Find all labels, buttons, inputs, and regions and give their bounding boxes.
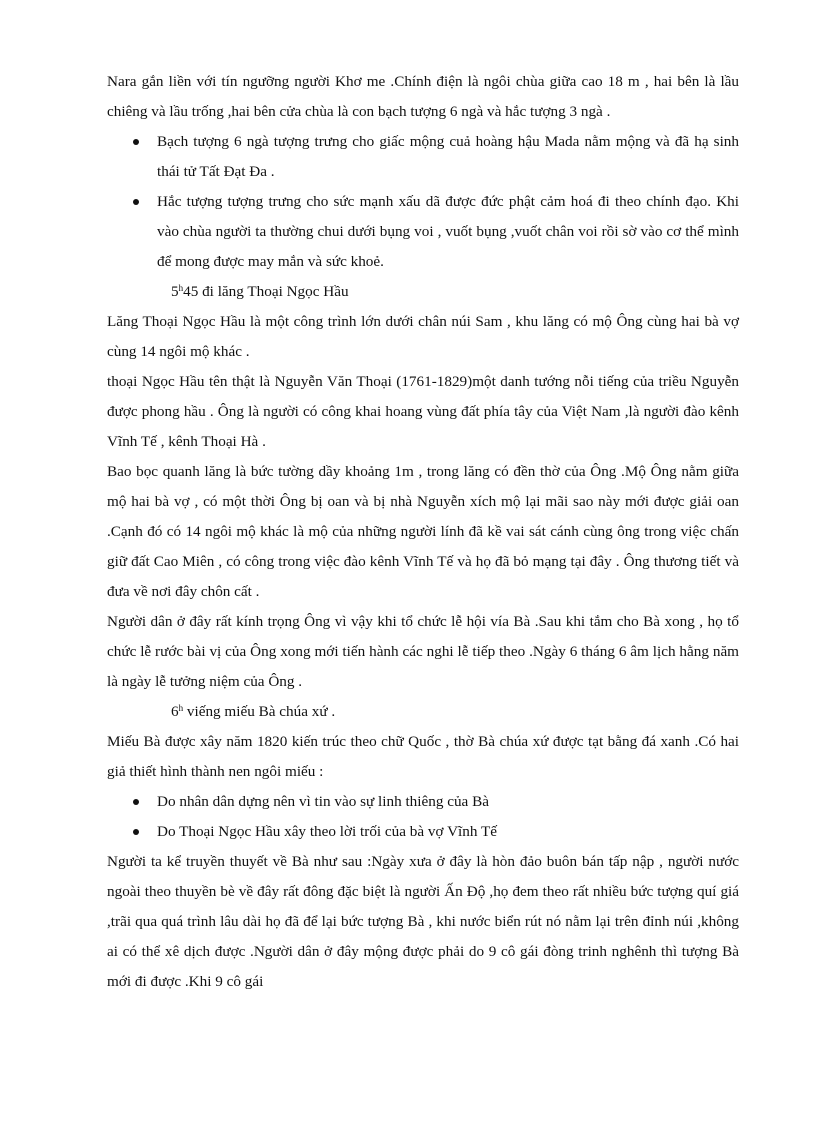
hypothesis-list [107, 787, 739, 847]
bullet-icon [133, 829, 139, 835]
list-item-text: Hắc tượng tượng trưng cho sức mạnh xấu dã được đức phật cảm hoá đi theo chính đạo. Khi vào chùa người ta thường chui dưới bụng voi , vuốt bụng ,vuốt chân voi rồi sờ vào cơ thể mình để mong được may mắn và sức khoẻ. [157, 193, 739, 270]
paragraph-mieu-ba-intro: Miếu Bà được xây năm 1820 kiến trúc theo chữ Quốc , thờ Bà chúa xứ được tạt bằng đá xanh .Có hai giả thiết hình thành nen ngôi miếu : [107, 733, 739, 780]
list-item-text: Bạch tượng 6 ngà tượng trưng cho giấc mộng cuả hoàng hậu Mada nằm mộng và đã hạ sinh thái tử Tất Đạt Đa . [157, 133, 739, 180]
section-heading-lang-thoai-ngoc-hau: 5$^h$45 đi lăng Thoại Ngọc Hầu [171, 283, 349, 300]
paragraph-le-hoi: Người dân ở đây rất kính trọng Ông vì vậy khi tổ chức lễ hội vía Bà .Sau khi tắm cho Bà xong , họ tổ chức lễ rước bài vị của Ông xong mới tiến hành các nghi lễ tiếp theo .Ngày 6 tháng 6 âm lịch hằng năm là ngày lễ tưởng niệm của Ông . [107, 613, 739, 690]
section-heading-mieu-ba-chua-xu: 6$^h$ viếng miếu Bà chúa xứ . [171, 703, 336, 720]
bullet-icon [133, 799, 139, 805]
paragraph-thoai-ngoc-hau-bio: thoại Ngọc Hầu tên thật là Nguyễn Văn Thoại (1761-1829)một danh tướng nỗi tiếng của triều Nguyễn được phong hầu . Ông là người có công khai hoang vùng đất phía tây của Việt Nam ,là người đào kênh Vĩnh Tế , kênh Thoại Hà . [107, 373, 739, 450]
list-item-text: Do nhân dân dựng nên vì tin vào sự linh thiêng của Bà [157, 793, 489, 810]
paragraph-lang-intro: Lăng Thoại Ngọc Hầu là một công trình lớn dưới chân núi Sam , khu lăng có mộ Ông cùng hai bà vợ cùng 14 ngôi mộ khác . [107, 313, 739, 360]
paragraph-chua-intro: Nara gắn liền với tín ngưỡng người Khơ me .Chính điện là ngôi chùa giữa cao 18 m , hai bên là lầu chiêng và lầu trống ,hai bên cửa chùa là con bạch tượng 6 ngà và hắc tượng 3 ngà . [107, 73, 739, 120]
paragraph-lang-description: Bao bọc quanh lăng là bức tường dầy khoảng 1m , trong lăng có đền thờ của Ông .Mộ Ông nằm giữa mộ hai bà vợ , có một thời Ông bị oan và bị nhà Nguyễn xích mộ lại mãi sao này mới được giải oan .Cạnh đó có 14 ngôi mộ khác là mộ của những người lính đã kề vai sát cánh cùng ông trong việc chấn giữ đất Cao Miên , có công trong việc đào kênh Vĩnh Tế và họ đã bỏ mạng tại đây . Ông thương tiết và đưa về nơi đây chôn cất . [107, 463, 739, 600]
list-item [107, 817, 739, 847]
bullet-icon [133, 199, 139, 205]
list-item [107, 187, 739, 277]
document-page [107, 67, 739, 997]
list-item [107, 127, 739, 187]
bullet-icon [133, 139, 139, 145]
list-item [107, 787, 739, 817]
elephant-list [107, 127, 739, 277]
paragraph-legend: Người ta kể truyền thuyết về Bà như sau :Ngày xưa ở đây là hòn đảo buôn bán tấp nập , người nước ngoài theo thuyền bè về đây rất đông đặc biệt là người Ấn Độ ,họ đem theo rất nhiều bức tượng quí giá ,trãi qua quá trình lâu dài họ đã để lại bức tượng Bà , khi nước biển rút nó nằm lại trên đỉnh núi ,không ai có thể xê dịch được .Người dân ở đây mộng được phải do 9 cô gái đòng trinh nghênh thì tượng Bà mới đi được .Khi 9 cô gái [107, 853, 739, 990]
list-item-text: Do Thoại Ngọc Hầu xây theo lời trối của bà vợ Vĩnh Tế [157, 823, 497, 840]
